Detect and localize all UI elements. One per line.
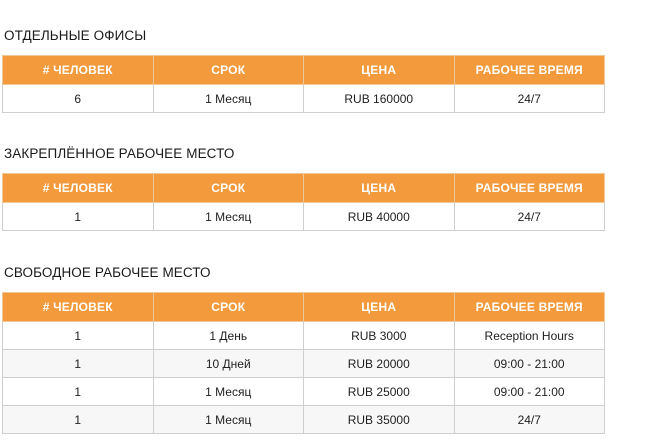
cell-price: RUB 160000 xyxy=(304,85,455,113)
cell-hours: 24/7 xyxy=(454,406,605,434)
cell-term: 1 День xyxy=(153,322,304,350)
table-row xyxy=(3,322,605,350)
cell-price: RUB 25000 xyxy=(304,378,455,406)
cell-hours: 24/7 xyxy=(454,85,605,113)
cell-price: RUB 35000 xyxy=(304,406,455,434)
cell-hours: 24/7 xyxy=(454,203,605,231)
table-header-row xyxy=(3,56,605,85)
section-title: ЗАКРЕПЛЁННОЕ РАБОЧЕЕ МЕСТО xyxy=(4,146,235,161)
column-header-hours: РАБОЧЕЕ ВРЕМЯ xyxy=(454,56,605,85)
cell-people: 1 xyxy=(3,322,154,350)
cell-people: 6 xyxy=(3,85,154,113)
section-fixed-desk xyxy=(2,146,605,231)
column-header-hours: РАБОЧЕЕ ВРЕМЯ xyxy=(454,174,605,203)
table-row xyxy=(3,378,605,406)
cell-term: 1 Месяц xyxy=(153,406,304,434)
cell-people: 1 xyxy=(3,406,154,434)
cell-term: 1 Месяц xyxy=(153,85,304,113)
section-hot-desk xyxy=(2,265,605,434)
column-header-term: СРОК xyxy=(153,174,304,203)
table-header-row xyxy=(3,174,605,203)
cell-people: 1 xyxy=(3,203,154,231)
pricing-table xyxy=(2,173,605,231)
cell-people: 1 xyxy=(3,350,154,378)
table-row xyxy=(3,203,605,231)
pricing-table xyxy=(2,292,605,434)
section-private-offices xyxy=(2,28,605,113)
section-title: СВОБОДНОЕ РАБОЧЕЕ МЕСТО xyxy=(4,265,211,280)
table-row xyxy=(3,350,605,378)
cell-term: 1 Месяц xyxy=(153,378,304,406)
column-header-people: # ЧЕЛОВЕК xyxy=(3,56,154,85)
column-header-people: # ЧЕЛОВЕК xyxy=(3,174,154,203)
cell-price: RUB 3000 xyxy=(304,322,455,350)
pricing-table xyxy=(2,55,605,113)
cell-people: 1 xyxy=(3,378,154,406)
cell-price: RUB 40000 xyxy=(304,203,455,231)
column-header-term: СРОК xyxy=(153,293,304,322)
cell-term: 1 Месяц xyxy=(153,203,304,231)
table-row xyxy=(3,85,605,113)
section-title: ОТДЕЛЬНЫЕ ОФИСЫ xyxy=(4,28,147,43)
column-header-hours: РАБОЧЕЕ ВРЕМЯ xyxy=(454,293,605,322)
column-header-price: ЦЕНА xyxy=(304,293,455,322)
cell-hours: 09:00 - 21:00 xyxy=(454,378,605,406)
column-header-price: ЦЕНА xyxy=(304,56,455,85)
table-row xyxy=(3,406,605,434)
cell-hours: Reception Hours xyxy=(454,322,605,350)
cell-price: RUB 20000 xyxy=(304,350,455,378)
column-header-term: СРОК xyxy=(153,56,304,85)
cell-term: 10 Дней xyxy=(153,350,304,378)
column-header-people: # ЧЕЛОВЕК xyxy=(3,293,154,322)
cell-hours: 09:00 - 21:00 xyxy=(454,350,605,378)
table-header-row xyxy=(3,293,605,322)
column-header-price: ЦЕНА xyxy=(304,174,455,203)
